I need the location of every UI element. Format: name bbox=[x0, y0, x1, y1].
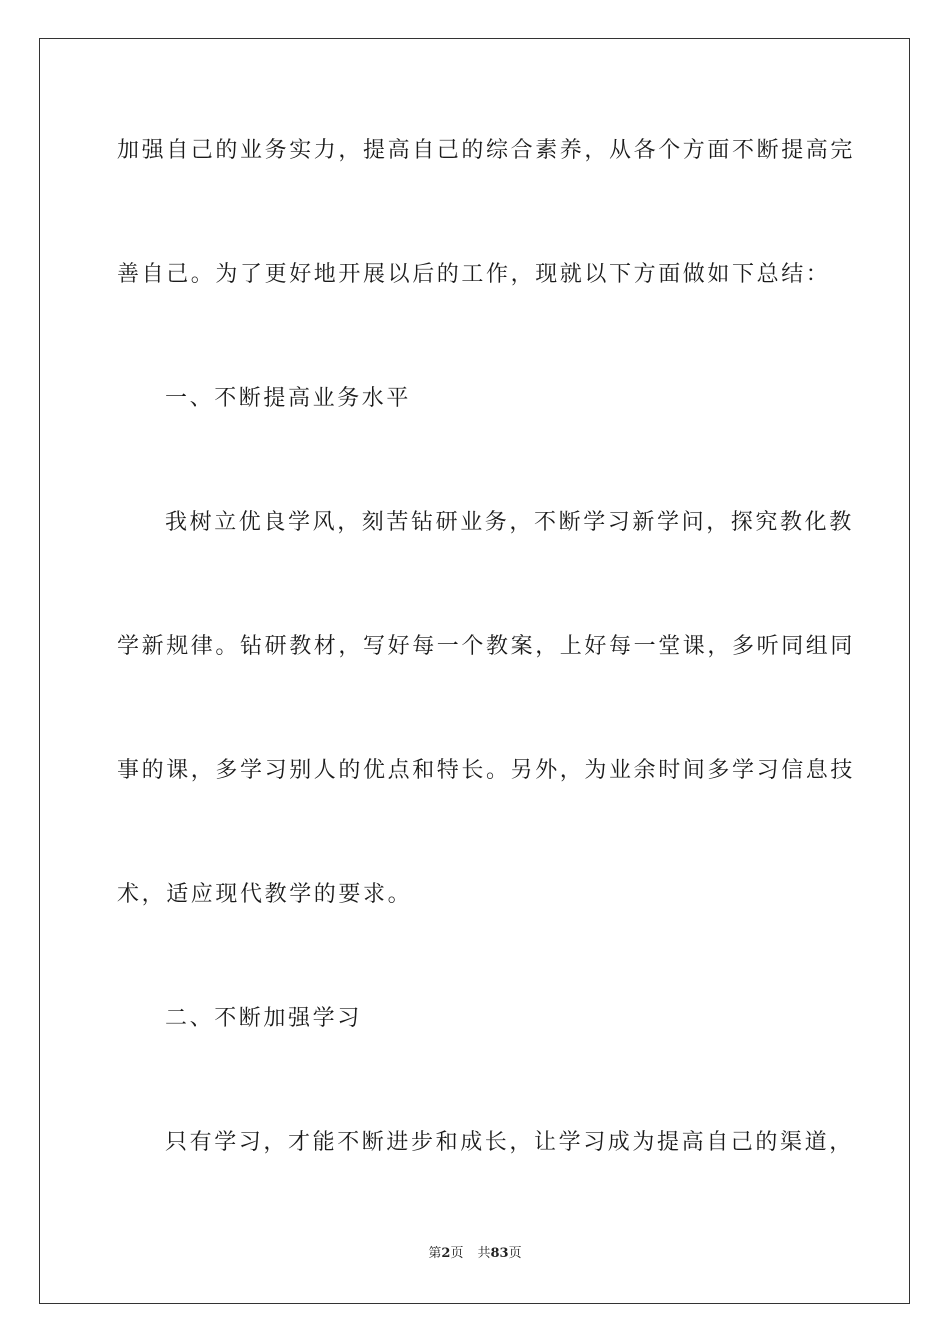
footer-total-suffix: 页 bbox=[508, 1246, 522, 1261]
footer-page-number: 2 bbox=[441, 1246, 451, 1261]
body-line-7: 只有学习，才能不断进步和成长，让学习成为提高自己的渠道， bbox=[165, 1130, 854, 1155]
footer-total-pages: 83 bbox=[490, 1246, 509, 1261]
footer-page-prefix: 第 bbox=[428, 1246, 442, 1261]
footer-total-prefix: 共 bbox=[477, 1246, 491, 1261]
body-line-6: 术，适应现代教学的要求。 bbox=[117, 882, 413, 907]
body-line-5: 事的课，多学习别人的优点和特长。另外，为业余时间多学习信息技 bbox=[117, 758, 856, 783]
body-line-1: 加强自己的业务实力，提高自己的综合素养，从各个方面不断提高完 bbox=[117, 138, 856, 163]
page-frame bbox=[39, 38, 910, 1304]
section-heading-1: 一、不断提高业务水平 bbox=[165, 386, 412, 411]
body-line-3: 我树立优良学风，刻苦钻研业务，不断学习新学问，探究教化教 bbox=[165, 510, 854, 535]
footer-page-suffix: 页 bbox=[450, 1246, 464, 1261]
body-line-2: 善自己。为了更好地开展以后的工作，现就以下方面做如下总结： bbox=[117, 262, 831, 287]
section-heading-2: 二、不断加强学习 bbox=[165, 1006, 362, 1031]
page-footer bbox=[0, 1245, 950, 1263]
body-line-4: 学新规律。钻研教材，写好每一个教案，上好每一堂课，多听同组同 bbox=[117, 634, 856, 659]
